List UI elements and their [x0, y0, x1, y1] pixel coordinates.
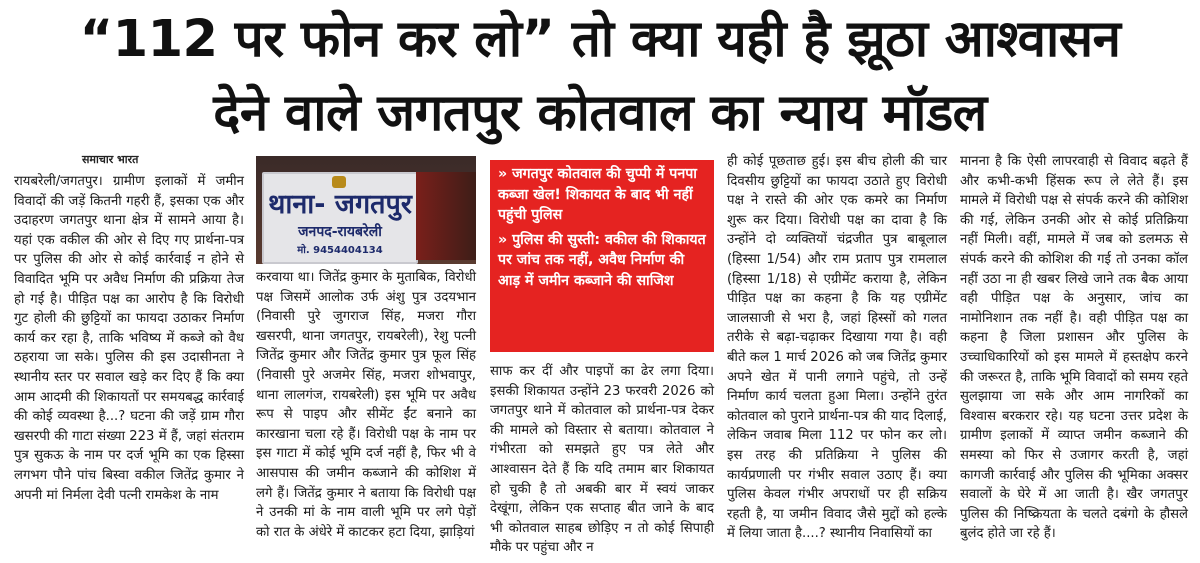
article-column-5	[960, 152, 1188, 544]
byline: समाचार भारत	[82, 153, 139, 166]
headline-line-1: “112 पर फोन कर लो” तो क्या यही है झूठा आश्वासन	[79, 10, 1121, 69]
article-column-4	[727, 152, 947, 544]
highlight-item-2: » पुलिस की सुस्ती: वकील की शिकायत पर जांच तक नहीं, अवैध निर्माण की आड़ में जमीन कब्जाने की साजिश	[498, 231, 706, 289]
column-4-text: ही कोई पूछताछ हुई। इस बीच होली की चार दिवसीय छुट्टियों का फायदा उठाते हुए विरोधी पक्ष ने रास्ते की ओर एक कमरे का निर्माण शुरू कर दिया। विरोधी पक्ष का दावा है कि उन्होंने दो व्यक्तियों चंद्रजीत पुत्र बाबूलाल (हिस्सा 1/54) और राम प्रताप पुत्र रामलाल (हिस्सा 1/18) से एग्रीमेंट कराया है, लेकिन पीड़ित पक्ष का कहना है कि यह एग्रीमेंट जालसाजी से भरा है, जहां हिस्सों को गलत तरीके से बढ़ा-चढ़ाकर दिखाया गया है। वही बीते कल 1 मार्च 2026 को जब जितेंद्र कुमार अपने खेत में पानी लगाने पहुंचे, तो उन्हें निर्माण कार्य चलता हुआ मिला। उन्होंने तुरंत कोतवाल को पुराने प्रार्थना-पत्र की याद दिलाई, लेकिन जवाब मिला 112 पर फोन कर लो। इस तरह की प्रतिक्रिया ने पुलिस की कार्यप्रणाली पर गंभीर सवाल उठाए हैं। क्या पुलिस केवल गंभीर अपराधों पर ही सक्रिय रहती है, या जमीन विवाद जैसे मुद्दों को हल्के में लिया जाता है....? स्थानीय निवासियों का	[727, 154, 947, 542]
article-column-2	[256, 268, 476, 542]
column-3-text: साफ कर दीं और पाइपों का ढेर लगा दिया। इसकी शिकायत उन्होंने 23 फरवरी 2026 को जगतपुर थाने में कोतवाल को प्रार्थना-पत्र देकर की मामले को विस्तार से बताया। कोतवाल ने गंभीरता को समझते हुए पत्र लेते और आश्वासन देते हैं कि यदि तमाम बार शिकायत हो चुकी है तो अबकी बार में स्वयं जाकर देखूंगा, लेकिन एक सप्ताह बीत जाने के बाद भी कोतवाल साहब छोड़िए न तो कोई सिपाही मौके पर पहुंचा और न	[490, 364, 714, 556]
headline-line-2: देने वाले जगतपुर कोतवाल का न्याय मॉडल	[213, 84, 987, 143]
emblem-icon	[332, 176, 346, 188]
column-1-text: रायबरेली/जगतपुर। ग्रामीण इलाकों में जमीन विवादों की जड़ें कितनी गहरी हैं, इसका एक और उदाहरण जगतपुर थाना क्षेत्र में सामने आया है। यहां एक वकील की ओर से दिए गए प्रार्थना-पत्र पर पुलिस की ओर से कोई कार्रवाई न होने से विवादित भूमि पर अवैध निर्माण की प्रक्रिया तेज हो गई है। पीड़ित पक्ष का आरोप है कि विरोधी गुट होली की छुट्टियों का फायदा उठाकर निर्माण कार्य कर रहा है, ताकि भविष्य में कब्जे को वैध ठहराया जा सके। पुलिस की इस उदासीनता ने स्थानीय स्तर पर सवाल खड़े कर दिए हैं कि क्या आम आदमी की शिकायतों पर समयबद्ध कार्रवाई की कोई व्यवस्था है...? घटना की जड़ें ग्राम गौरा खसरपी की गाटा संख्या 223 में हैं, जहां संतराम पुत्र सुकऊ के नाम पर दर्ज भूमि का एक हिस्सा लगभग पौने पांच बिस्वा वकील जितेंद्र कुमार ने अपनी मां निर्मला देवी पत्नी रामकेश के नाम	[14, 174, 244, 503]
article-column-1	[14, 172, 244, 505]
highlight-item-1: » जगतपुर कोतवाल की चुप्पी में पनपा कब्जा खेल! शिकायत के बाद भी नहीं पहुंची पुलिस	[498, 166, 697, 223]
sign-phone: मो. 9454404134	[297, 245, 383, 256]
police-station-photo	[256, 156, 476, 264]
column-5-text: मानना है कि ऐसी लापरवाही से विवाद बढ़ते हैं और कभी-कभी हिंसक रूप ले लेते हैं। इस मामले में विरोधी पक्ष से संपर्क करने की कोशिश की गई, लेकिन उनकी ओर से कोई प्रतिक्रिया नहीं मिली। वहीं, मामले में जब को डलमऊ से संपर्क करने की कोशिश की गई तो उनका कॉल नहीं उठा ना ही खबर लिखे जाने तक बैक आया वही पीड़ित पक्ष के अनुसार, जांच का नामोनिशान तक नहीं है। वही पीड़ित पक्ष का कहना है जिला प्रशासन और पुलिस के उच्चाधिकारियों को इस मामले में हस्तक्षेप करने की जरूरत है, ताकि भूमि विवादों को समय रहते सुलझाया जा सके और आम नागरिकों का विश्वास बरकरार रहे। यह घटना उत्तर प्रदेश के ग्रामीण इलाकों में व्याप्त जमीन कब्जाने की समस्या को फिर से उजागर करती है, जहां कागजी कार्रवाई और पुलिस की भूमिका अक्सर सवालों के घेरे में आ जाती है। खैर जगतपुर पुलिस की निष्क्रियता के चलते दबंगो के हौसले बुलंद होते जा रहे हैं।	[960, 154, 1188, 542]
station-signboard	[262, 172, 418, 264]
sign-station-name: थाना- जगतपुर	[268, 189, 412, 220]
highlight-box	[490, 160, 714, 352]
article-column-3	[490, 362, 714, 558]
sign-district: जनपद-रायबरेली	[298, 224, 382, 240]
photo-background-wall	[416, 172, 476, 260]
column-2-text: करवाया था। जितेंद्र कुमार के मुताबिक, विरोधी पक्ष जिसमें आलोक उर्फ अंशु पुत्र उदयभान (निवासी पुरे जुगराज सिंह, मजरा गौरा खसरपी, थाना जगतपुर, रायबरेली), रेशु पत्नी जितेंद्र कुमार और जितेंद्र कुमार पुत्र फूल सिंह (निवासी पुरे अजमेर सिंह, मजरा शोभवापुर, थाना लालगंज, रायबरेली) इस भूमि पर अवैध रूप से पाइप और सीमेंट ईंट बनाने का कारखाना चला रहे हैं। विरोधी पक्ष के नाम पर इस गाटा में कोई भूमि दर्ज नहीं है, फिर भी वे आसपास की जमीन कब्जाने की कोशिश में लगे हैं। जितेंद्र कुमार ने बताया कि विरोधी पक्ष ने उनकी मां के नाम वाली भूमि पर लगे पेड़ों को रात के अंधेरे में काटकर हटा दिया, झाड़ियां	[256, 270, 476, 540]
